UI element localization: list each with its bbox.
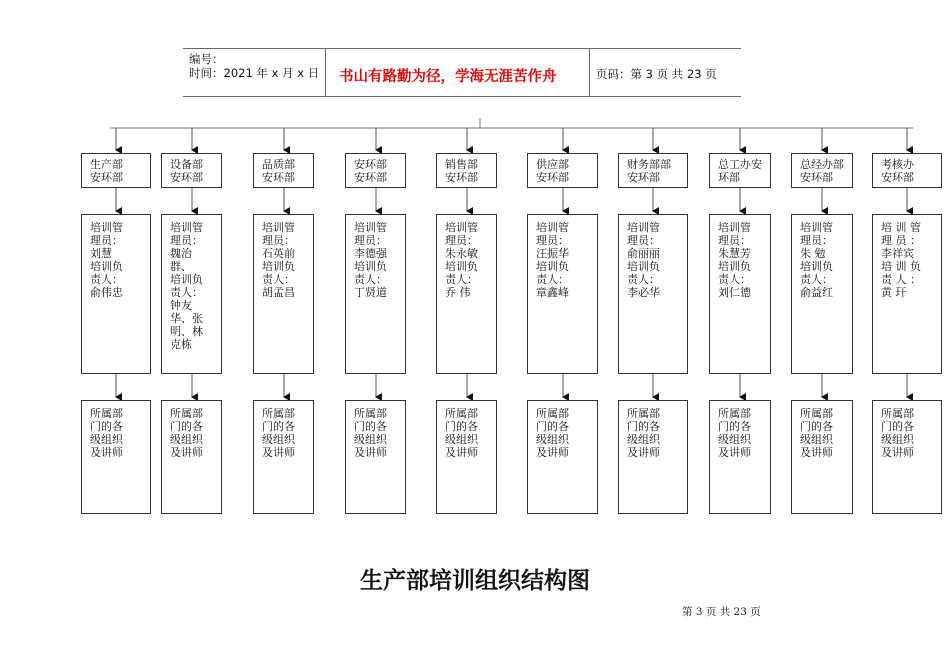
dept-units-box bbox=[161, 400, 222, 514]
dept-units: 所属部 门的各 级组织 及讲师 bbox=[445, 407, 478, 459]
dept-name-box bbox=[709, 153, 771, 188]
dept-staff-box bbox=[253, 214, 314, 374]
dept-name-box bbox=[527, 153, 598, 188]
dept-units: 所属部 门的各 级组织 及讲师 bbox=[354, 407, 387, 459]
dept-staff: 培训管 理员： 朱慧芳 培训负 责人： 刘仁德 bbox=[718, 221, 751, 299]
dept-staff: 培训管 理员： 朱 勉 培训负 责人： 俞益红 bbox=[800, 221, 833, 299]
dept-staff-box bbox=[709, 214, 771, 374]
dept-name: 生产部 安环部 bbox=[90, 158, 123, 184]
motto: 书山有路勤为径，学海无涯苦作舟 bbox=[339, 69, 557, 85]
dept-staff: 培训管 理员： 李德强 培训负 责人： 丁贤道 bbox=[354, 221, 387, 299]
dept-name-box bbox=[345, 153, 406, 188]
dept-units: 所属部 门的各 级组织 及讲师 bbox=[262, 407, 295, 459]
dept-name: 考核办 安环部 bbox=[881, 158, 914, 184]
dept-name: 总工办安 环部 bbox=[718, 158, 762, 184]
dept-units: 所属部 门的各 级组织 及讲师 bbox=[881, 407, 914, 459]
dept-units: 所属部 门的各 级组织 及讲师 bbox=[536, 407, 569, 459]
dept-name: 总经办部 安环部 bbox=[800, 158, 844, 184]
dept-staff: 培训管 理员： 刘慧 培训负 责人： 俞伟忠 bbox=[90, 221, 123, 299]
dept-staff-box bbox=[872, 214, 942, 374]
chart-title: 生产部培训组织结构图 bbox=[360, 568, 590, 594]
dept-staff: 培 训 管 理 员 ： 李祥宾 培 训 负 责 人 ： 黄 玕 bbox=[881, 221, 921, 299]
dept-name-box bbox=[872, 153, 942, 188]
dept-units-box bbox=[709, 400, 771, 514]
dept-units-box bbox=[791, 400, 853, 514]
dept-name-box bbox=[618, 153, 688, 188]
code-label: 编号： bbox=[189, 52, 224, 66]
dept-name: 销售部 安环部 bbox=[445, 158, 478, 184]
dept-units: 所属部 门的各 级组织 及讲师 bbox=[718, 407, 751, 459]
dept-name: 供应部 安环部 bbox=[536, 158, 569, 184]
dept-units-box bbox=[618, 400, 688, 514]
dept-staff-box bbox=[791, 214, 853, 374]
dept-name-box bbox=[791, 153, 853, 188]
dept-staff-box bbox=[527, 214, 598, 374]
page-indicator: 页码：第 3 页 共 23 页 bbox=[596, 67, 717, 81]
page-footer: 第 3 页 共 23 页 bbox=[682, 606, 761, 618]
dept-units: 所属部 门的各 级组织 及讲师 bbox=[800, 407, 833, 459]
dept-staff: 培训管 理员： 汪振华 培训负 责人： 章鑫峰 bbox=[536, 221, 569, 299]
dept-staff: 培训管 理员： 朱永敏 培训负 责人： 乔 伟 bbox=[445, 221, 478, 299]
dept-name: 设备部 安环部 bbox=[170, 158, 203, 184]
dept-units-box bbox=[872, 400, 942, 514]
dept-staff-box bbox=[345, 214, 406, 374]
dept-units-box bbox=[345, 400, 406, 514]
dept-name: 安环部 安环部 bbox=[354, 158, 387, 184]
dept-staff-box bbox=[618, 214, 688, 374]
dept-units: 所属部 门的各 级组织 及讲师 bbox=[90, 407, 123, 459]
dept-name-box bbox=[436, 153, 497, 188]
dept-staff-box bbox=[81, 214, 151, 374]
dept-staff: 培训管 理员： 魏治 群、 培训负 责人： 钟友 华、张 明、林 克栋 bbox=[170, 221, 203, 351]
time-text: 时间：2021 年 x 月 x 日 bbox=[189, 66, 320, 80]
dept-staff-box bbox=[161, 214, 222, 374]
dept-name-box bbox=[253, 153, 314, 188]
dept-name-box bbox=[81, 153, 151, 188]
dept-staff: 培训管 理员： 俞丽丽 培训负 责人： 李必华 bbox=[627, 221, 660, 299]
dept-units-box bbox=[436, 400, 497, 514]
dept-staff-box bbox=[436, 214, 497, 374]
dept-units-box bbox=[527, 400, 598, 514]
dept-units-box bbox=[81, 400, 151, 514]
dept-units: 所属部 门的各 级组织 及讲师 bbox=[627, 407, 660, 459]
dept-units-box bbox=[253, 400, 314, 514]
dept-name-box bbox=[161, 153, 222, 188]
dept-name: 财务部部 安环部 bbox=[627, 158, 671, 184]
dept-staff: 培训管 理员： 石英前 培训负 责人： 胡孟昌 bbox=[262, 221, 295, 299]
dept-units: 所属部 门的各 级组织 及讲师 bbox=[170, 407, 203, 459]
dept-name: 品质部 安环部 bbox=[262, 158, 295, 184]
